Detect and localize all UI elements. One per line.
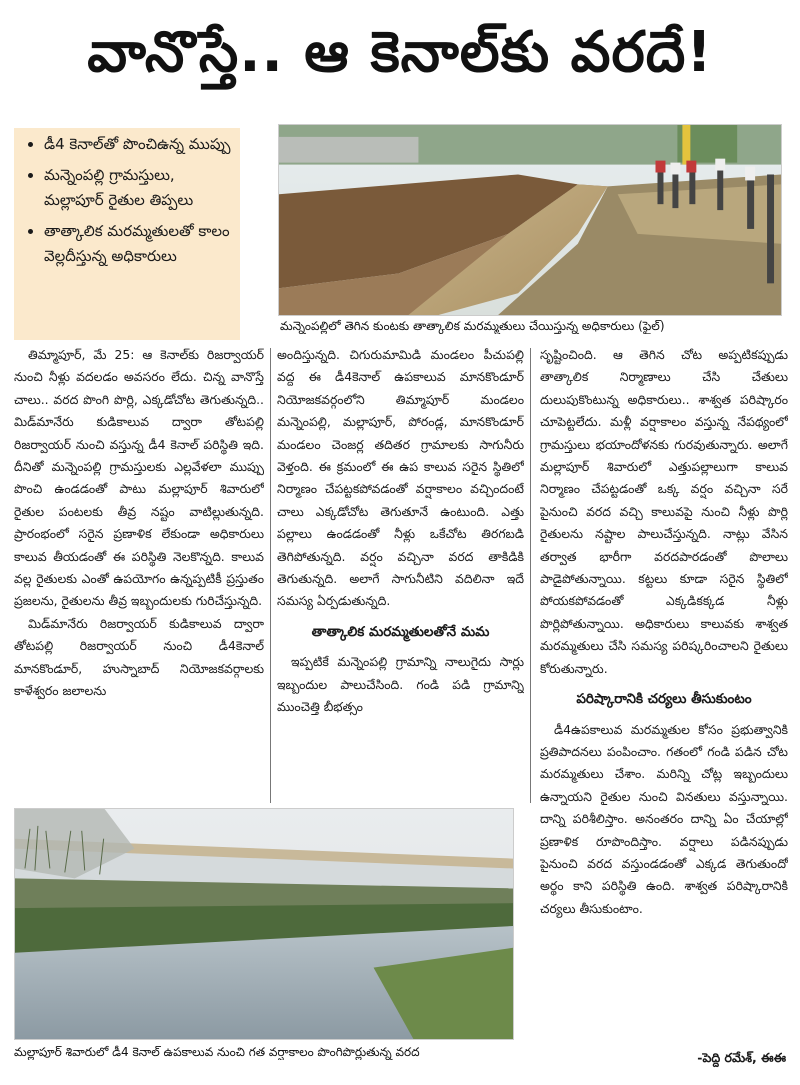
highlight-item: • మన్నెంపల్లి గ్రామస్తులు, మల్లాపూర్ రైతుల తిప్పలు	[44, 163, 234, 213]
column-3	[540, 344, 788, 1049]
column-divider	[530, 348, 531, 803]
highlights-box	[14, 128, 240, 340]
byline: -పెద్ది రమేశ్, ఈఈ	[697, 1050, 786, 1065]
paragraph: ఇప్పటికే మన్నెంపల్లి గ్రామాన్ని నాలుగైదు సార్లు ఇబ్బందుల పాలుచేసింది. గండి పడి గ్రామాన్ని ముంచెత్తి బీభత్సం	[277, 654, 524, 715]
highlight-item: • డీ4 కెనాల్‌తో పొంచిఉన్న ముప్పు	[44, 132, 234, 157]
paragraph: సృష్టించింది. ఆ తెగిన చోట అప్పటికప్పుడు తాత్కాలిక నిర్మాణాలు చేసి చేతులు దులుపుకొంటున్న అధికారులు.. శాశ్వత పరిష్కారం చూపెట్టలేదు. మళ్లీ వర్షాకాలం వస్తున్న నేపథ్యంలో గ్రామస్తులు భయాందోళనకు గురవుతున్నారు. అలాగే మల్లాపూర్ శివారులో ఎత్తుపల్లాలుగా కాలువ నిర్మాణం చేపట్టడంతో ఒక్క వర్షం వచ్చినా సరే పైనుంచి వరద వచ్చి కాలువపై నుంచి నీళ్లు పొర్లి రైతులను నష్టాల పాలుచేస్తున్నది. నాట్లు వేసిన తర్వాత భారీగా వరదపారడంతో పొలాలు పాడైపోతున్నాయి. కట్టలు కూడా సరైన స్థితిలో పోయకపోవడంతో ఎక్కడికక్కడ నీళ్లు పొర్లిపోతున్నాయి. అధికారులు కాలువకు శాశ్వత మరమ్మతులు చేసి సమస్య పరిష్కరించాలని రైతులు కోరుతున్నారు.	[540, 347, 788, 676]
highlight-item: • తాత్కాలిక మరమ్మతులతో కాలం వెల్లదీస్తున్న అధికారులు	[44, 219, 234, 269]
column-2	[277, 344, 524, 804]
column-1	[14, 344, 264, 804]
column-divider	[270, 348, 271, 803]
paragraph: అందిస్తున్నది. చిగురుమామిడి మండలం పీచుపల్లి వద్ద ఈ డీ4కెనాల్ ఉపకాలువ మానకొండూర్ నియోజకవర్గంలోని తిమ్మాపూర్ మండలం మన్నెంపల్లి, మల్లాపూర్, పోరండ్ల, మానకొండూర్ మండలం చెంజర్ల తదితర గ్రామాలకు సాగునీరు వెళ్తంది. ఈ క్రమంలో ఈ ఉప కాలువ సరైన స్థితిలో నిర్మాణం చేపట్టకపోవడంతో వర్షాకాలం వచ్చిందంటే చాలు ఎక్కడోచోట తెగుతూనే ఉంటుంది. ఎత్తు పల్లాలు ఉండడంతో నీళ్లు ఒకేచోట తిరగబడి తెగిపోతున్నది. వర్షం వచ్చినా వరద తాకిడికి తెగుతున్నది. అలాగే సాగునీటిని వదిలినా ఇదే సమస్య ఏర్పడుతున్నది.	[277, 347, 524, 609]
top-photo-caption: మన్నెంపల్లిలో తెగిన కుంటకు తాత్కాలిక మరమ్మతులు చేయిస్తున్న అధికారులు (ఫైల్)	[280, 319, 665, 333]
paragraph: మిడ్‌మానేరు రిజర్వాయర్ కుడికాలువ ద్వారా తోటపల్లి రిజర్వాయర్ నుంచి డీ4కెనాల్ మానకొండూర్, హుస్నాబాద్ నియోజకవర్గాలకు కాళేశ్వరం జలాలను	[14, 615, 264, 699]
section-subheading: పరిష్కారానికి చర్యలు తీసుకుంటం	[576, 691, 752, 708]
section-subheading: తాత్కాలిక మరమ్మతులతోనే మమ	[311, 623, 490, 640]
paragraph: తిమ్మాపూర్, మే 25: ఆ కెనాల్‌కు రిజర్వాయర్ నుంచి నీళ్లు వదలడం అవసరం లేదు. చిన్న వానొస్తే చాలు.. వరద పొంగి పొర్లి, ఎక్కడోచోట తెగుతున్నది.. మిడ్‌మానేరు కుడికాలువ ద్వారా తోటపల్లి రిజర్వాయర్ నుంచి వస్తున్న డీ4 కెనాల్ పరిస్థితి ఇది. దీనితో మన్నెంపల్లి గ్రామస్తులకు ఎల్లవేళలా ముప్పు పొంచి ఉండడంతో పాటు మల్లాపూర్ శివారులో రైతుల పంటలకు తీవ్ర నష్టం వాటిల్లుతున్నది. ప్రారంభంలో సరైన ప్రణాళిక లేకుండా అధికారులు కాలువ తీయడంతో ఈ పరిస్థితి నెలకొన్నది. కాలువ వల్ల రైతులకు ఎంతో ఉపయోగం ఉన్నప్పటికీ ప్రస్తుతం ప్రజలను, రైతులను తీవ్ర ఇబ్బందులకు గురిచేస్తున్నది.	[14, 347, 264, 609]
bottom-photo-caption: మల్లాపూర్ శివారులో డీ4 కెనాల్ ఉపకాలువ నుంచి గత వర్షాకాలం పొంగిపొర్లుతున్న వరద	[14, 1045, 420, 1059]
flood-photo	[14, 808, 514, 1040]
canal-repair-photo	[278, 124, 782, 316]
headline: వానొస్తే.. ఆ కెనాల్‌కు వరదే!	[87, 19, 713, 85]
paragraph: డీ4ఉపకాలువ మరమ్మతుల కోసం ప్రభుత్వానికి ప్రతిపాదనలు పంపించాం. గతంలో గండి పడిన చోట మరమ్మతులు చేశాం. మరిన్ని చోట్ల ఇబ్బందులు ఉన్నాయని రైతుల నుంచి వినతులు వస్తున్నాయి. దాన్ని పరిశీలిస్తాం. అనంతరం దాన్ని ఏం చేయాల్లో ప్రణాళిక రూపొందిస్తాం. వర్షాలు పడినప్పుడు పైనుంచి వరద వస్తుండడంతో ఎక్కడ తెగుతుందో అర్థం కాని పరిస్థితి ఉంది. శాశ్వత పరిష్కారానికి చర్యలు తీసుకుంటాం.	[540, 721, 788, 916]
